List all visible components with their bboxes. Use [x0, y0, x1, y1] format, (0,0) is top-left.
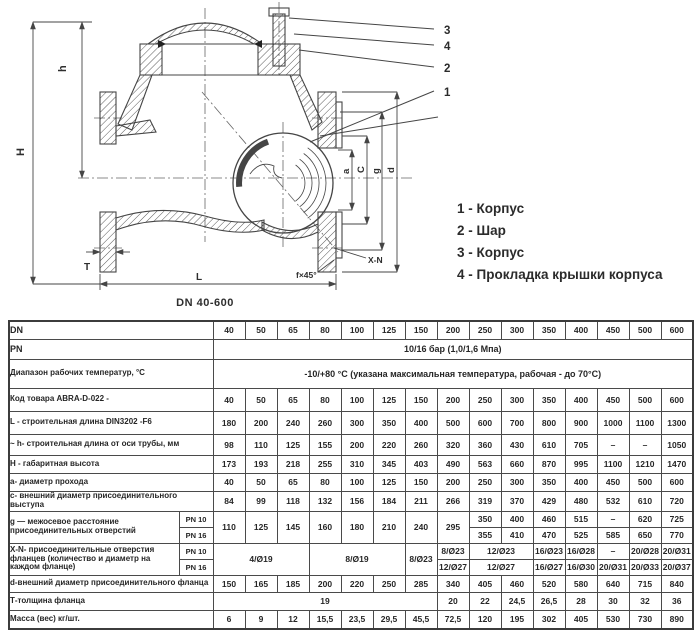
table-cell: 12/Ø27 — [469, 559, 533, 575]
table-cell: 98 — [213, 434, 245, 455]
table-cell: 185 — [277, 575, 309, 592]
table-cell: 240 — [405, 511, 437, 543]
table-cell: 1050 — [661, 434, 693, 455]
table-cell: 250 — [469, 473, 501, 491]
table-cell: 1210 — [629, 455, 661, 473]
table-cell: 200 — [309, 575, 341, 592]
table-cell: 8/Ø23 — [405, 543, 437, 575]
table-cell: 125 — [373, 388, 405, 411]
table-cell: 585 — [597, 527, 629, 543]
table-cell: 500 — [629, 473, 661, 491]
table-cell: 515 — [565, 511, 597, 527]
table-cell: 525 — [565, 527, 597, 543]
table-row-temperature — [9, 359, 693, 388]
table-cell: – — [597, 434, 629, 455]
table-row-dn — [9, 321, 693, 339]
table-cell: 200 — [245, 411, 277, 434]
table-row-flange-thickness-T — [9, 592, 693, 610]
table-cell: 532 — [597, 491, 629, 511]
dim-label-xn: X-N — [368, 255, 383, 265]
table-row-pn — [9, 339, 693, 359]
table-cell: 715 — [629, 575, 661, 592]
table-cell: 16/Ø28 — [565, 543, 597, 559]
table-cell: 20/Ø28 — [629, 543, 661, 559]
table-cell: 156 — [341, 491, 373, 511]
table-cell: 240 — [277, 411, 309, 434]
dimension-lines — [33, 22, 397, 290]
table-cell: 220 — [341, 575, 373, 592]
table-cell: 1470 — [661, 455, 693, 473]
table-cell: 480 — [565, 491, 597, 511]
table-cell: 429 — [533, 491, 565, 511]
dim-label-L: L — [196, 272, 203, 283]
table-cell: 173 — [213, 455, 245, 473]
table-cell: 250 — [469, 321, 501, 339]
table-cell: 460 — [533, 511, 565, 527]
table-cell: 400 — [501, 511, 533, 527]
table-cell: 16/Ø27 — [533, 559, 565, 575]
table-cell: 350 — [469, 511, 501, 527]
table-cell: 350 — [533, 473, 565, 491]
table-cell: 600 — [469, 411, 501, 434]
table-cell: 184 — [373, 491, 405, 511]
table-cell: 200 — [341, 434, 373, 455]
row-label-temperature: Диапазон рабочих температур, °С — [9, 359, 213, 388]
table-cell: 65 — [277, 321, 309, 339]
table-cell: 132 — [309, 491, 341, 511]
table-cell: 260 — [405, 434, 437, 455]
table-cell: 300 — [341, 411, 373, 434]
table-cell: 870 — [533, 455, 565, 473]
table-cell: 410 — [501, 527, 533, 543]
table-cell: 50 — [245, 388, 277, 411]
row-label-length-h: ~ h- строительная длина от оси трубы, мм — [9, 434, 213, 455]
row-label-bore-a: а- диаметр прохода — [9, 473, 213, 491]
table-cell: 450 — [597, 473, 629, 491]
callout-4: 4 — [444, 41, 451, 53]
table-cell: 200 — [437, 388, 469, 411]
table-cell: 1100 — [629, 411, 661, 434]
table-cell: 400 — [565, 321, 597, 339]
pn10-sublabel: PN 10 — [179, 543, 213, 559]
table-cell: 360 — [469, 434, 501, 455]
table-cell: 200 — [437, 473, 469, 491]
table-cell: 840 — [661, 575, 693, 592]
dim-label-a: a — [341, 168, 352, 174]
table-cell: 890 — [661, 610, 693, 629]
table-cell: 20/Ø37 — [661, 559, 693, 575]
table-cell: 650 — [629, 527, 661, 543]
table-cell: 725 — [661, 511, 693, 527]
table-cell: 32 — [629, 592, 661, 610]
table-cell: 30 — [597, 592, 629, 610]
table-cell: 15,5 — [309, 610, 341, 629]
table-cell: 65 — [277, 388, 309, 411]
table-cell: 150 — [405, 473, 437, 491]
table-cell: 19 — [213, 592, 437, 610]
table-cell: 40 — [213, 321, 245, 339]
table-cell: 12/Ø23 — [469, 543, 533, 559]
table-cell: 450 — [597, 388, 629, 411]
row-label-dn: DN — [9, 321, 213, 339]
table-cell: 400 — [405, 411, 437, 434]
table-cell: 350 — [373, 411, 405, 434]
legend-item-1: 1 - Корпус — [457, 201, 525, 216]
table-cell: 12/Ø27 — [437, 559, 469, 575]
table-cell: 995 — [565, 455, 597, 473]
table-cell: 29,5 — [373, 610, 405, 629]
valve-cross-section-drawing — [0, 0, 460, 312]
table-cell: 720 — [661, 491, 693, 511]
table-cell: 355 — [469, 527, 501, 543]
table-cell: 405 — [565, 610, 597, 629]
table-row-raised-face-c — [9, 491, 693, 511]
valve-body-sections — [100, 14, 336, 272]
callout-3: 3 — [444, 25, 451, 37]
callout-numbers — [444, 25, 451, 99]
table-cell: 350 — [533, 321, 565, 339]
row-label-flange-holes: X-N- присоединительные отверстия фланцев (количество и диаметр на каждом фланце) — [9, 543, 179, 575]
table-cell: 580 — [565, 575, 597, 592]
dim-label-d: d — [386, 167, 397, 173]
table-cell: 300 — [501, 473, 533, 491]
table-cell: 165 — [245, 575, 277, 592]
pn16-sublabel: PN 16 — [179, 559, 213, 575]
table-cell: 36 — [661, 592, 693, 610]
table-row-length-h — [9, 434, 693, 455]
table-cell: 430 — [501, 434, 533, 455]
table-cell: 120 — [469, 610, 501, 629]
row-label-height-H: Н - габаритная высота — [9, 455, 213, 473]
table-cell: 99 — [245, 491, 277, 511]
row-label-flange-od-d: d-внешний диаметр присоединительного фланца — [9, 575, 213, 592]
table-cell: 460 — [501, 575, 533, 592]
table-cell: 100 — [341, 388, 373, 411]
table-cell: 45,5 — [405, 610, 437, 629]
table-cell: 50 — [245, 321, 277, 339]
table-row-flange-holes-pn10 — [9, 543, 693, 559]
temperature-value: -10/+80 °С (указана максимальная температура, рабочая - до 70°С) — [213, 359, 693, 388]
table-cell: 145 — [277, 511, 309, 543]
table-cell: 700 — [501, 411, 533, 434]
table-cell: – — [597, 511, 629, 527]
table-cell: 180 — [341, 511, 373, 543]
table-cell: 50 — [245, 473, 277, 491]
table-cell: 220 — [373, 434, 405, 455]
dim-label-h: h — [57, 65, 69, 72]
table-cell: 530 — [597, 610, 629, 629]
dim-label-chamfer: f×45° — [296, 270, 317, 280]
table-cell: 155 — [309, 434, 341, 455]
table-cell: 400 — [565, 388, 597, 411]
table-cell: 211 — [405, 491, 437, 511]
table-cell: 118 — [277, 491, 309, 511]
table-cell: 345 — [373, 455, 405, 473]
table-cell: 1300 — [661, 411, 693, 434]
table-cell: 40 — [213, 473, 245, 491]
row-label-bolt-circle: g — межосевое расстояние присоединительных отверстий — [9, 511, 179, 543]
callout-1: 1 — [444, 87, 451, 99]
table-cell: 310 — [341, 455, 373, 473]
table-cell: 350 — [533, 388, 565, 411]
table-cell: 125 — [245, 511, 277, 543]
table-cell: 255 — [309, 455, 341, 473]
table-cell: 1100 — [597, 455, 629, 473]
table-cell: 16/Ø30 — [565, 559, 597, 575]
table-cell: 600 — [661, 321, 693, 339]
dim-label-g: g — [371, 168, 382, 174]
dim-label-c: C — [356, 166, 367, 173]
table-row-length-L — [9, 411, 693, 434]
table-cell: 400 — [565, 473, 597, 491]
table-cell: 900 — [565, 411, 597, 434]
table-cell: 620 — [629, 511, 661, 527]
table-cell: 40 — [213, 388, 245, 411]
table-cell: – — [597, 543, 629, 559]
table-cell: 150 — [213, 575, 245, 592]
table-row-flange-od-d — [9, 575, 693, 592]
pn16-sublabel: PN 16 — [179, 527, 213, 543]
table-row-height-H — [9, 455, 693, 473]
table-cell: 730 — [629, 610, 661, 629]
dimensions-table — [8, 320, 694, 630]
table-cell: 125 — [373, 321, 405, 339]
table-cell: 100 — [341, 473, 373, 491]
table-cell: 24,5 — [501, 592, 533, 610]
row-label-length-L: L - строительная длина DIN3202 -F6 — [9, 411, 213, 434]
callout-2: 2 — [444, 63, 451, 75]
table-cell: 6 — [213, 610, 245, 629]
table-cell: 80 — [309, 473, 341, 491]
table-row-bolt-circle-pn10 — [9, 511, 693, 527]
table-cell: 195 — [501, 610, 533, 629]
table-cell: 610 — [533, 434, 565, 455]
table-cell: 250 — [469, 388, 501, 411]
table-cell: 800 — [533, 411, 565, 434]
table-cell: 490 — [437, 455, 469, 473]
table-cell: 100 — [341, 321, 373, 339]
table-cell: 450 — [597, 321, 629, 339]
table-cell: 9 — [245, 610, 277, 629]
table-cell: 600 — [661, 473, 693, 491]
drawing-caption: DN 40-600 — [176, 297, 234, 309]
table-row-mass — [9, 610, 693, 629]
parts-legend — [457, 201, 695, 289]
table-cell: 300 — [501, 388, 533, 411]
table-cell: 200 — [437, 321, 469, 339]
row-label-raised-face-c: с- внешний диаметр присоединительного выступа — [9, 491, 213, 511]
legend-item-4: 4 - Прокладка крышки корпуса — [457, 267, 663, 282]
table-cell: 28 — [565, 592, 597, 610]
table-cell: 84 — [213, 491, 245, 511]
table-cell: 563 — [469, 455, 501, 473]
table-cell: 20/Ø33 — [629, 559, 661, 575]
table-cell: 72,5 — [437, 610, 469, 629]
table-cell: 660 — [501, 455, 533, 473]
table-cell: 405 — [469, 575, 501, 592]
table-cell: 20 — [437, 592, 469, 610]
table-cell: 302 — [533, 610, 565, 629]
table-cell: 22 — [469, 592, 501, 610]
row-label-mass: Масса (вес) кг/шт. — [9, 610, 213, 629]
table-cell: 500 — [437, 411, 469, 434]
table-cell: 1000 — [597, 411, 629, 434]
table-cell: 610 — [629, 491, 661, 511]
table-cell: 705 — [565, 434, 597, 455]
table-cell: 403 — [405, 455, 437, 473]
dim-label-T: T — [84, 262, 91, 273]
pn10-sublabel: PN 10 — [179, 511, 213, 527]
table-cell: 500 — [629, 388, 661, 411]
legend-item-3: 3 - Корпус — [457, 245, 525, 260]
table-row-bore-a — [9, 473, 693, 491]
table-cell: 80 — [309, 388, 341, 411]
table-cell: 23,5 — [341, 610, 373, 629]
table-cell: 340 — [437, 575, 469, 592]
table-cell: 520 — [533, 575, 565, 592]
table-cell: 285 — [405, 575, 437, 592]
row-label-pn: PN — [9, 339, 213, 359]
table-cell: 370 — [501, 491, 533, 511]
table-cell: 20/Ø31 — [661, 543, 693, 559]
table-cell: 150 — [405, 321, 437, 339]
table-cell: 260 — [309, 411, 341, 434]
table-cell: 266 — [437, 491, 469, 511]
table-cell: 8/Ø23 — [437, 543, 469, 559]
table-cell: 319 — [469, 491, 501, 511]
table-cell: 218 — [277, 455, 309, 473]
dimension-labels — [15, 65, 397, 283]
table-cell: 16/Ø23 — [533, 543, 565, 559]
row-label-flange-thickness-T: Т-толщина фланца — [9, 592, 213, 610]
table-cell: 125 — [373, 473, 405, 491]
table-cell: 125 — [277, 434, 309, 455]
table-cell: 500 — [629, 321, 661, 339]
table-cell: 110 — [213, 511, 245, 543]
table-cell: 8/Ø19 — [309, 543, 405, 575]
pn-value: 10/16 бар (1,0/1,6 Мпа) — [213, 339, 693, 359]
table-cell: 110 — [245, 434, 277, 455]
table-row-product-code — [9, 388, 693, 411]
table-cell: 26,5 — [533, 592, 565, 610]
legend-item-2: 2 - Шар — [457, 223, 506, 238]
table-cell: 20/Ø31 — [597, 559, 629, 575]
table-cell: 210 — [373, 511, 405, 543]
table-cell: 12 — [277, 610, 309, 629]
table-cell: 470 — [533, 527, 565, 543]
table-cell: 320 — [437, 434, 469, 455]
table-cell: 150 — [405, 388, 437, 411]
table-cell: 180 — [213, 411, 245, 434]
row-label-product-code: Код товара ABRA-D-022 - — [9, 388, 213, 411]
table-cell: 160 — [309, 511, 341, 543]
dim-label-H: H — [15, 148, 27, 156]
table-cell: 250 — [373, 575, 405, 592]
table-cell: 640 — [597, 575, 629, 592]
table-cell: 600 — [661, 388, 693, 411]
table-cell: 4/Ø19 — [213, 543, 309, 575]
table-cell: 65 — [277, 473, 309, 491]
table-cell: 300 — [501, 321, 533, 339]
table-cell: 295 — [437, 511, 469, 543]
table-cell: – — [629, 434, 661, 455]
table-cell: 193 — [245, 455, 277, 473]
table-cell: 770 — [661, 527, 693, 543]
table-cell: 80 — [309, 321, 341, 339]
